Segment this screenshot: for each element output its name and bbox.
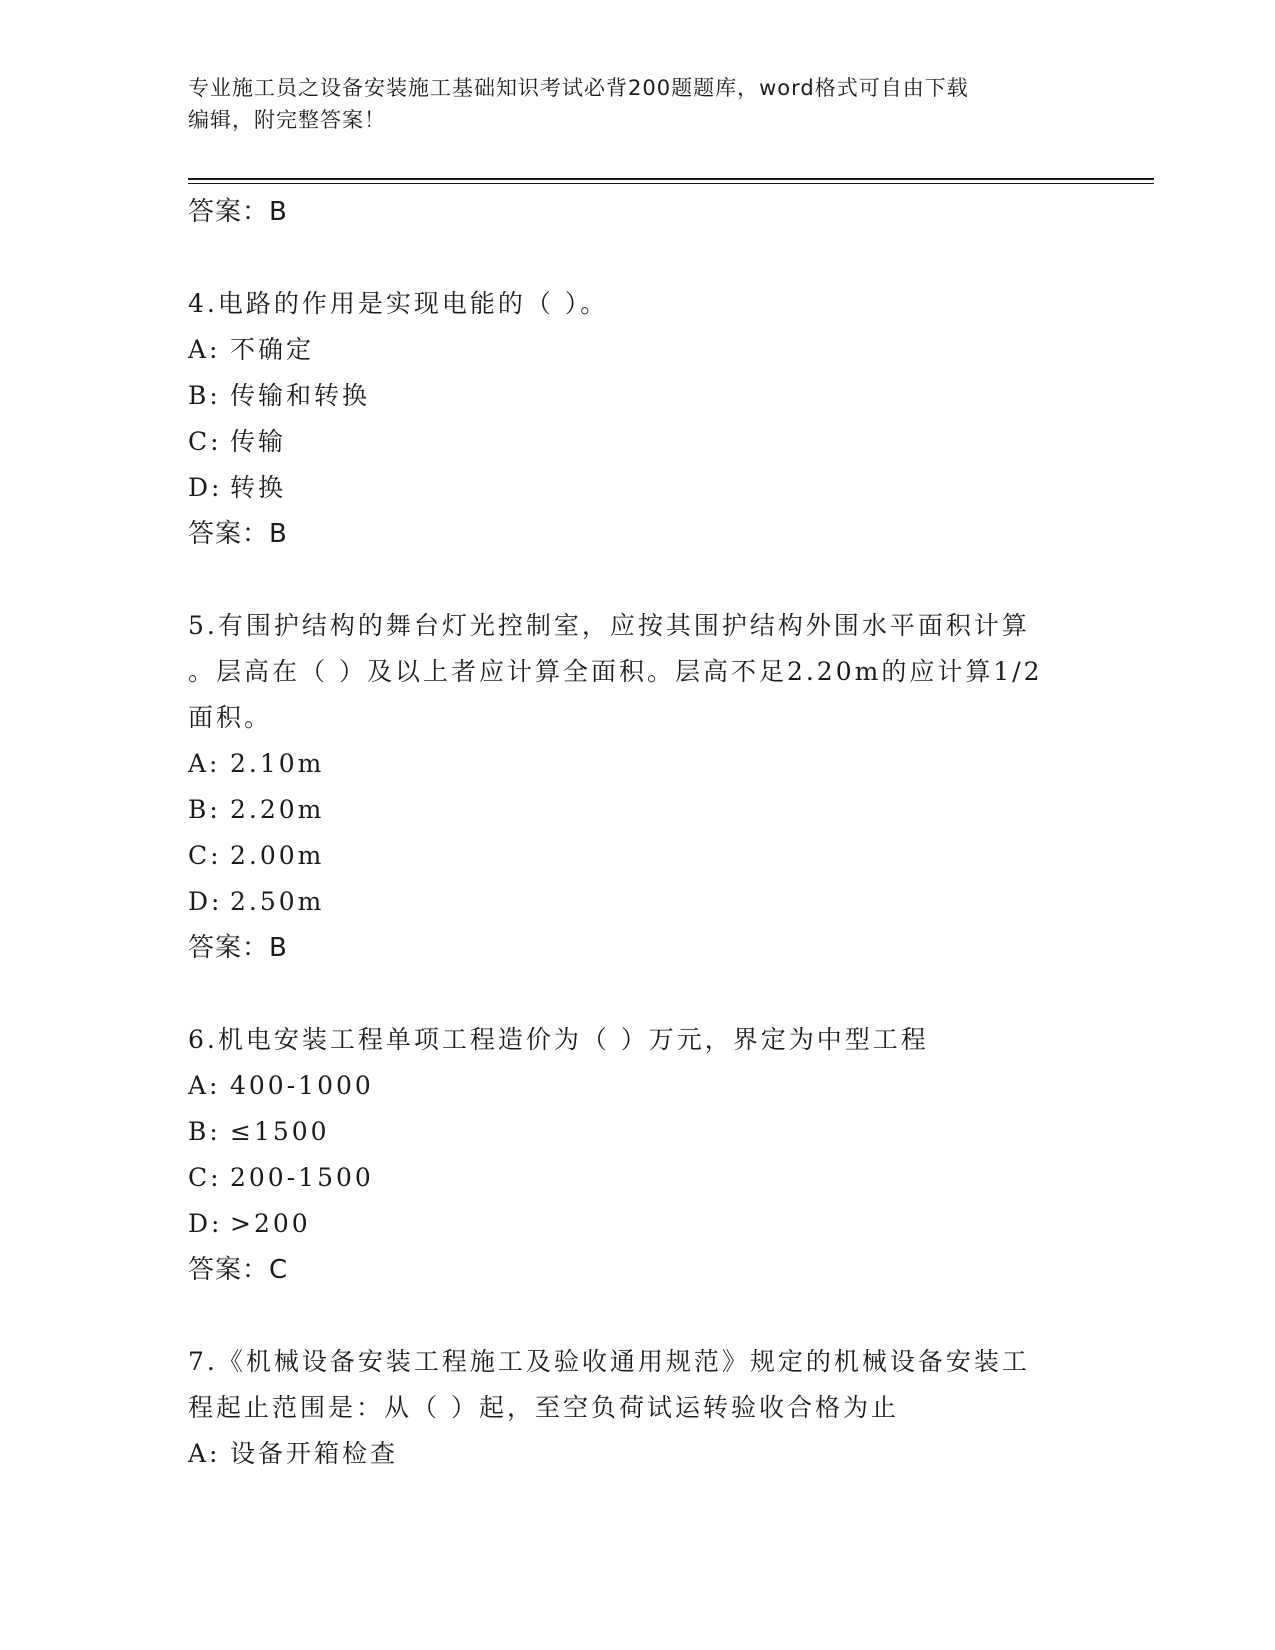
question-7-stem-line-1: 7.《机械设备安装工程施工及验收通用规范》规定的机械设备安装工 (188, 1347, 1030, 1376)
question-7-option-a (188, 1431, 1088, 1477)
question-4 (188, 281, 1088, 557)
question-5-stem-line-3: 面积。 (188, 703, 273, 732)
question-6-stem: 6.机电安装工程单项工程造价为（ ）万元，界定为中型工程 (188, 1025, 929, 1054)
option-text: 400-1000 (230, 1071, 374, 1100)
question-4-answer: 答案：B (188, 519, 288, 549)
option-label: B: (188, 795, 221, 824)
question-5-stem-line-1: 5.有围护结构的舞台灯光控制室，应按其围护结构外围水平面积计算 (188, 611, 1030, 640)
option-label: C: (188, 1163, 222, 1192)
question-list (188, 189, 1088, 1477)
option-label: A: (188, 335, 221, 364)
question-6-option-c (188, 1155, 1088, 1201)
question-5-option-b (188, 787, 1088, 833)
option-text: 传输和转换 (230, 381, 371, 410)
question-4-option-a (188, 327, 1088, 373)
question-6 (188, 1017, 1088, 1293)
option-text: 设备开箱检查 (230, 1439, 399, 1468)
option-label: A: (188, 749, 221, 778)
document-header (188, 72, 1068, 136)
question-4-option-d (188, 465, 1088, 511)
question-4-option-c (188, 419, 1088, 465)
option-text: 2.50m (230, 887, 325, 916)
question-5-option-d (188, 879, 1088, 925)
question-5-option-c (188, 833, 1088, 879)
question-4-stem: 4.电路的作用是实现电能的（ ）。 (188, 289, 609, 318)
header-divider-thin (188, 183, 1154, 184)
question-6-option-b (188, 1109, 1088, 1155)
option-text: >200 (230, 1209, 311, 1238)
spacer (188, 235, 1088, 281)
spacer (188, 971, 1088, 1017)
question-5-stem-line-2: 。层高在（ ）及以上者应计算全面积。层高不足2.20m的应计算1/2 (188, 657, 1043, 686)
question-4-option-b (188, 373, 1088, 419)
option-text: 转换 (230, 473, 287, 502)
spacer (188, 557, 1088, 603)
question-6-answer: 答案：C (188, 1255, 289, 1285)
option-text: 200-1500 (230, 1163, 374, 1192)
option-label: C: (188, 427, 222, 456)
option-label: C: (188, 841, 222, 870)
question-5 (188, 603, 1088, 971)
option-label: D: (188, 473, 223, 502)
option-label: A: (188, 1439, 221, 1468)
header-title-line-2: 编辑，附完整答案！ (188, 108, 386, 132)
option-text: 2.10m (230, 749, 325, 778)
option-label: D: (188, 887, 223, 916)
header-title-line-1: 专业施工员之设备安装施工基础知识考试必背200题题库，word格式可自由下载 (188, 76, 969, 100)
option-text: 2.20m (230, 795, 325, 824)
option-text: 2.00m (230, 841, 325, 870)
option-label: D: (188, 1209, 223, 1238)
option-label: B: (188, 381, 221, 410)
spacer (188, 1293, 1088, 1339)
question-6-option-a (188, 1063, 1088, 1109)
option-text: 不确定 (230, 335, 315, 364)
question-5-option-a (188, 741, 1088, 787)
question-6-option-d (188, 1201, 1088, 1247)
option-label: B: (188, 1117, 221, 1146)
answer-q3: 答案：B (188, 197, 288, 227)
question-7-stem-line-2: 程起止范围是：从（ ）起，至空负荷试运转验收合格为止 (188, 1393, 899, 1422)
option-text: ≤1500 (230, 1117, 330, 1146)
option-label: A: (188, 1071, 221, 1100)
option-text: 传输 (230, 427, 287, 456)
question-5-answer: 答案：B (188, 933, 288, 963)
question-7 (188, 1339, 1088, 1477)
header-divider-thick (188, 178, 1154, 180)
